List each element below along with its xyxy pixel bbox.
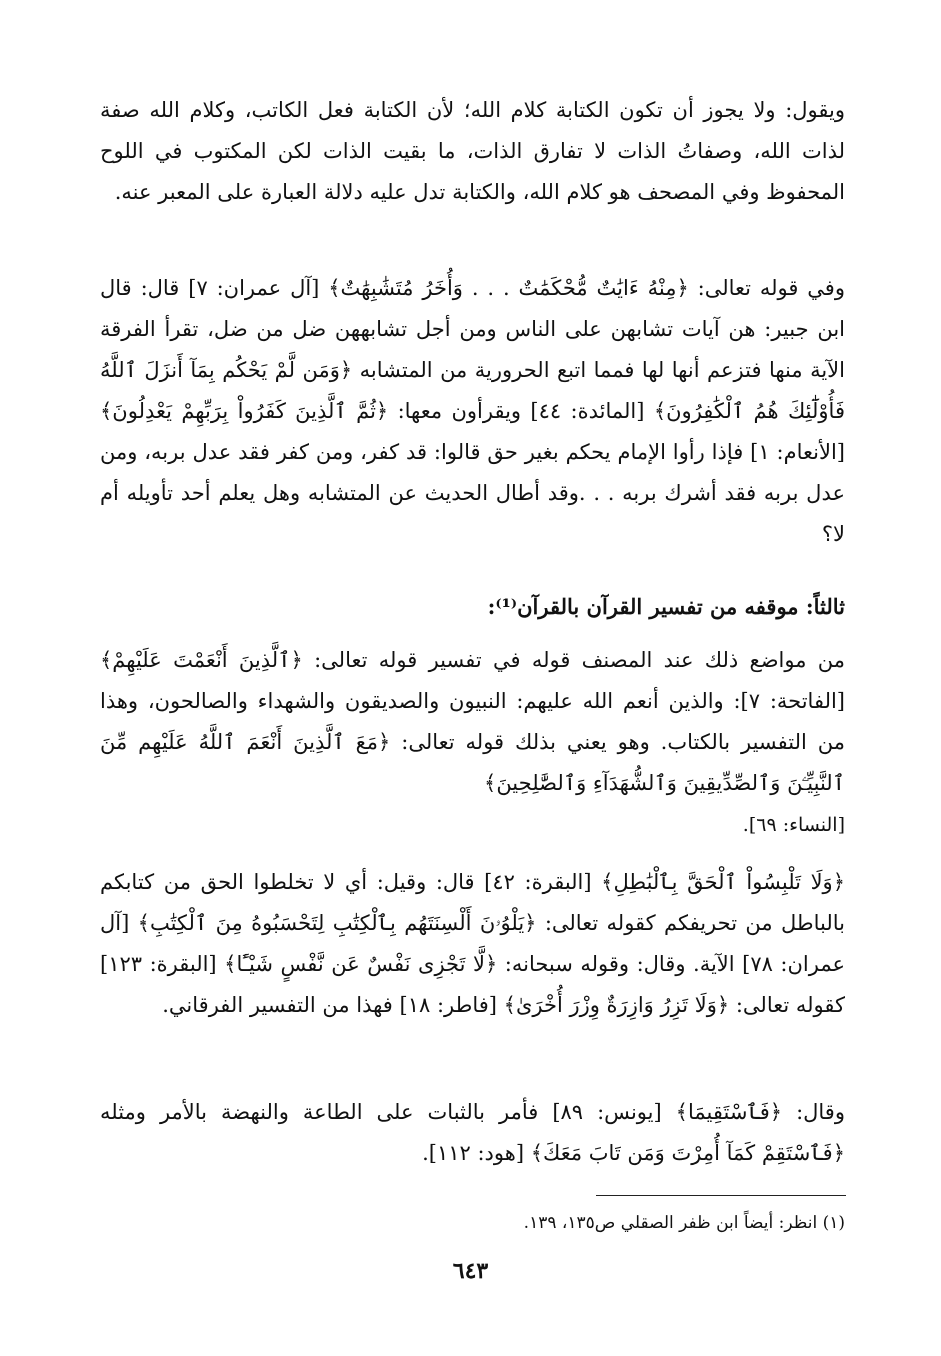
footnote-divider xyxy=(596,1195,846,1196)
paragraph-tafsir-examples xyxy=(100,640,845,846)
paragraph-text: من مواضع ذلك عند المصنف قوله في تفسير قوله تعالى: ﴿ٱلَّذِينَ أَنْعَمْتَ عَلَيْهِمْ﴾ [الفاتحة: ٧]: والذين أنعم الله عليهم: النبيون والصديقون والشهداء والصالحون، وهذا من التفسير بالكتاب. وهو يعني بذلك قوله تعالى: ﴿مَعَ ٱلَّذِينَ أَنْعَمَ ٱللَّهُ عَلَيْهِم مِّنَ ٱلنَّبِيِّـۧنَ وَٱلصِّدِّيقِينَ وَٱلشُّهَدَآءِ وَٱلصَّٰلِحِينَ﴾ xyxy=(100,648,845,795)
paragraph-writing-vs-speech xyxy=(100,90,845,213)
paragraph-mutashabih xyxy=(100,268,845,555)
quran-reference: [النساء: ٦٩]. xyxy=(742,814,845,836)
paragraph-text: وقال: ﴿فَٱسْتَقِيمَا﴾ [يونس: ٨٩] فأمر بالثبات على الطاعة والنهضة بالأمر ومثله ﴿فَٱسْتَقِمْ كَمَآ أُمِرْتَ وَمَن تَابَ مَعَكَ﴾ [هود: ١١٢]. xyxy=(100,1100,845,1165)
heading-text: ثالثاً: موقفه من تفسير القرآن بالقرآن⁽¹⁾: xyxy=(487,594,845,619)
footnote xyxy=(100,1208,845,1238)
section-heading xyxy=(100,590,845,624)
paragraph-furqani xyxy=(100,862,845,1026)
paragraph-text: ويقول: ولا يجوز أن تكون الكتابة كلام الله؛ لأن الكتابة فعل الكاتب، وكلام الله صفة لذات الله، وصفاتُ الذات لا تفارق الذات، ما بقيت الذات لكن المكتوب في اللوح المحفوظ وفي المصحف هو كلام الله، والكتابة تدل عليه دلالة العبارة على المعبر عنه. xyxy=(100,98,845,204)
paragraph-istiqama xyxy=(100,1092,845,1174)
paragraph-text: ﴿وَلَا تَلْبِسُواْ ٱلْحَقَّ بِٱلْبَٰطِلِ﴾ [البقرة: ٤٢] قال: وقيل: أي لا تخلطوا الحق من كتابكم بالباطل من تحريفكم كقوله تعالى: ﴿يَلْوُۥنَ أَلْسِنَتَهُم بِٱلْكِتَٰبِ لِتَحْسَبُوهُ مِنَ ٱلْكِتَٰبِ﴾ [آل عمران: ٧٨] الآية. وقال: وقوله سبحانه: ﴿لَّا تَجْزِى نَفْسٌ عَن نَّفْسٍ شَيْـًٔا﴾ [البقرة: ١٢٣] كقوله تعالى: ﴿وَلَا تَزِرُ وَازِرَةٌ وِزْرَ أُخْرَىٰ﴾ [فاطر: ١٨] فهذا من التفسير الفرقاني. xyxy=(100,870,846,1017)
footnote-text: (١) انظر: أيضاً ابن ظفر الصقلي ص١٣٥، ١٣٩. xyxy=(523,1213,845,1233)
paragraph-text: وفي قوله تعالى: ﴿مِنْهُ ءَايَٰتٌ مُّحْكَمَٰتٌ . . . وَأُخَرُ مُتَشَٰبِهَٰتٌ﴾ [آل عمران: ٧] قال: قال ابن جبير: هن آيات تشابهن على الناس ومن أجل تشابههن ضل من ضل، تقرأ الفرقة الآية منها فتزعم أنها لها فمما اتبع الحرورية من المتشابه ﴿وَمَن لَّمْ يَحْكُم بِمَآ أَنزَلَ ٱللَّهُ فَأُوْلَٰٓئِكَ هُمُ ٱلْكَٰفِرُونَ﴾ [المائدة: ٤٤] ويقرأون معها: ﴿ثُمَّ ٱلَّذِينَ كَفَرُواْ بِرَبِّهِمْ يَعْدِلُونَ﴾ [الأنعام: ١] فإذا رأوا الإمام يحكم بغير حق قالوا: قد كفر، ومن كفر فقد عدل بربه، ومن عدل بربه فقد أشرك بربه . . .وقد أطال الحديث عن المتشابه وهل يعلم أحد تأويله أم لا؟ xyxy=(100,276,845,546)
page-number: ٦٤٣ xyxy=(452,1258,489,1284)
